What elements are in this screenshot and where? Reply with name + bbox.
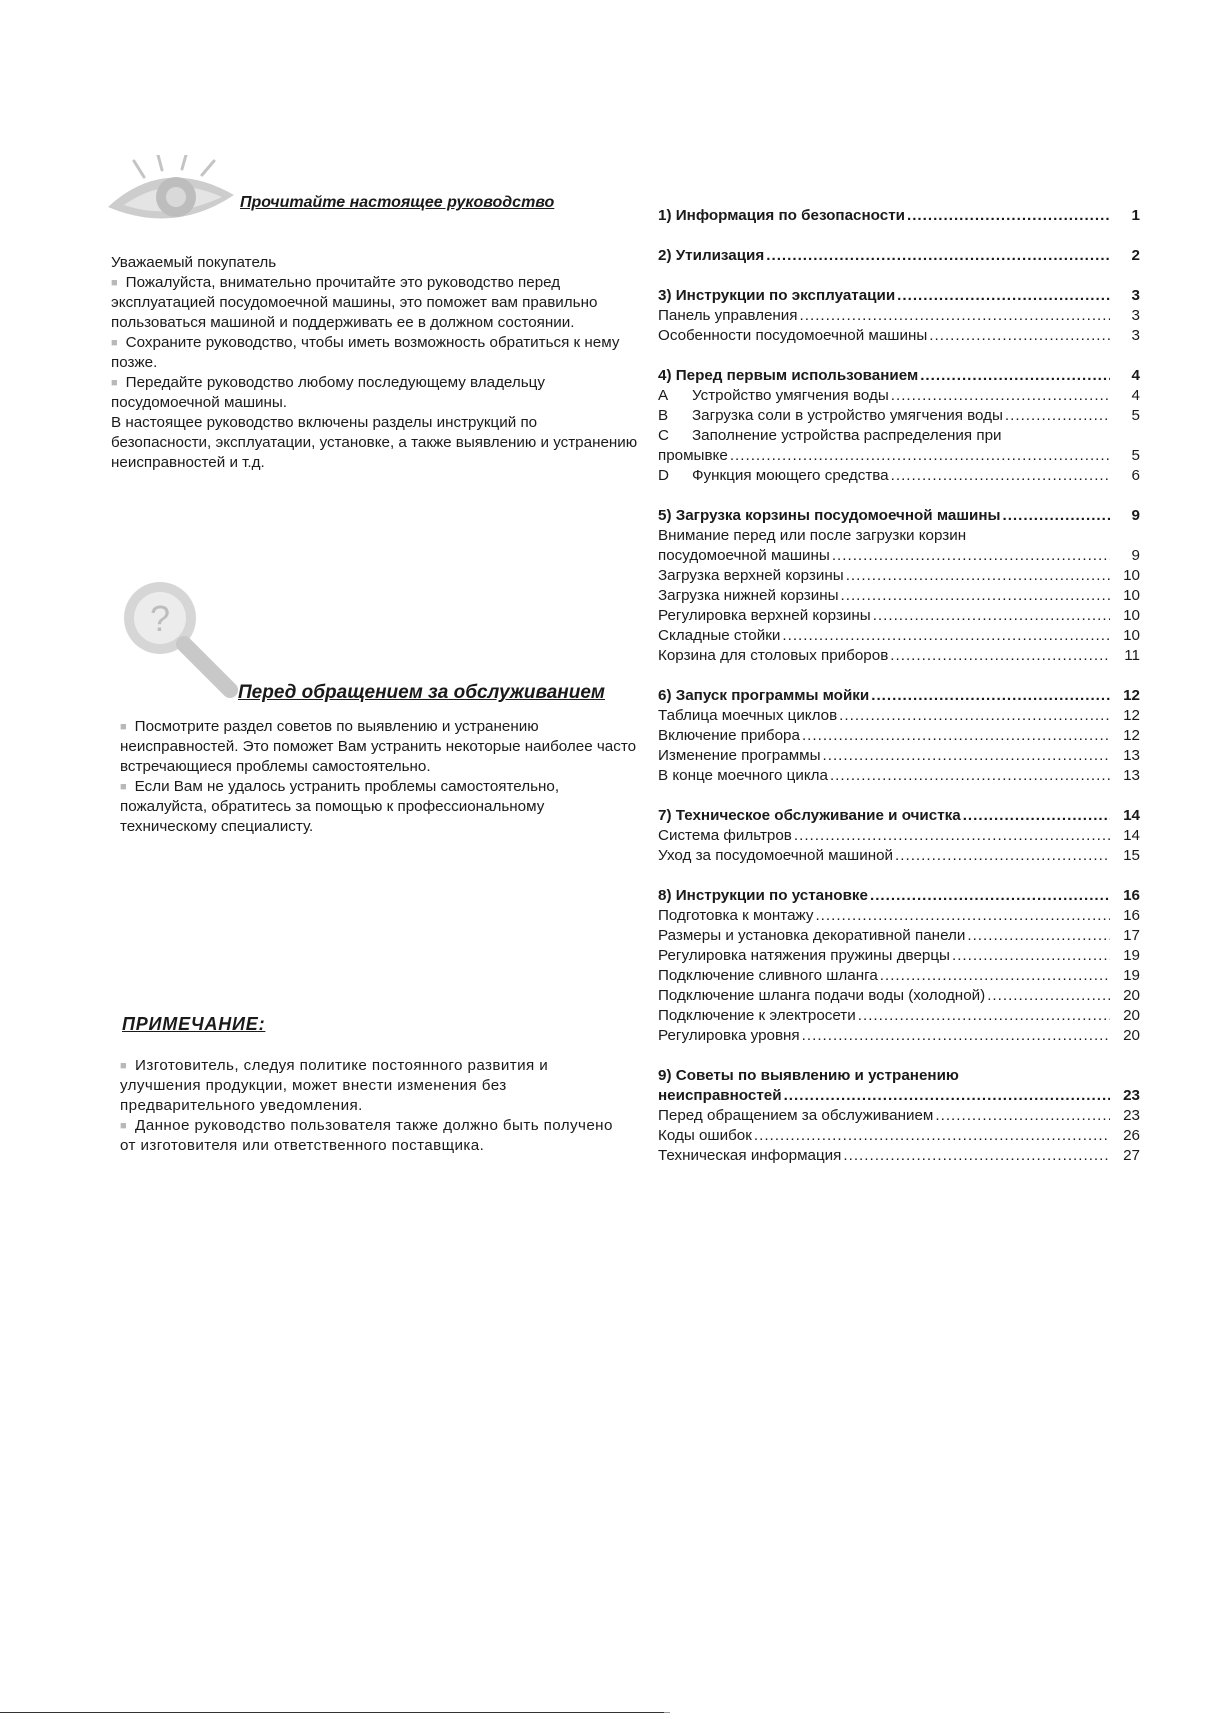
toc-title-text: Подключение к электросети	[658, 1007, 856, 1024]
toc-title-text: Подготовка к монтажу	[658, 907, 814, 924]
toc-entry	[658, 426, 1140, 446]
toc-leader-dots	[766, 246, 1110, 266]
toc-page-number: 1	[1131, 207, 1140, 224]
footer-divider	[664, 1712, 670, 1713]
toc-leader-dots	[815, 906, 1110, 926]
toc-entry	[658, 1146, 1140, 1166]
toc-title	[658, 446, 728, 466]
toc-page-number: 10	[1123, 587, 1140, 604]
toc-title-text: Особенности посудомоечной машины	[658, 327, 928, 344]
toc-entry	[658, 726, 1140, 746]
toc-page-number: 6	[1131, 467, 1140, 484]
toc-section	[658, 1066, 1140, 1086]
toc-section	[658, 286, 1140, 306]
toc-title	[658, 426, 1002, 446]
toc-leader-dots	[895, 846, 1110, 866]
toc-page-number: 9	[1131, 507, 1140, 524]
service-bullet: ■ Если Вам не удалось устранить проблемы самостоятельно, пожалуйста, обратитесь за помощью к профессиональному техническому специалисту.	[120, 777, 640, 837]
intro-closing: В настоящее руководство включены разделы инструкций по безопасности, эксплуатации, установке, а также выявлению и устранению неисправностей и т.д.	[111, 414, 638, 471]
toc-page-number: 10	[1123, 567, 1140, 584]
toc-entry	[658, 746, 1140, 766]
toc-title	[658, 826, 792, 846]
toc-entry	[658, 766, 1140, 786]
toc-leader-dots	[935, 1106, 1110, 1126]
toc-leader-dots	[920, 366, 1110, 386]
toc-leader-dots	[952, 946, 1110, 966]
toc-entry	[658, 906, 1140, 926]
toc-title-text: Внимание перед или после загрузки корзин	[658, 527, 967, 544]
toc-title	[658, 366, 918, 386]
toc-title	[658, 1006, 856, 1026]
toc-title-text: Корзина для столовых приборов	[658, 647, 889, 664]
toc-title	[658, 546, 830, 566]
toc-entry	[658, 1026, 1140, 1046]
toc-title	[658, 286, 895, 306]
toc-title-text: 3) Инструкции по эксплуатации	[658, 287, 896, 304]
toc-page-number: 12	[1123, 727, 1140, 744]
toc-page-number: 23	[1123, 1087, 1140, 1104]
toc-title-text: 5) Загрузка корзины посудомоечной машины	[658, 507, 1001, 524]
toc-title	[658, 646, 888, 666]
toc-entry	[658, 706, 1140, 726]
toc-title	[658, 946, 950, 966]
toc-title	[658, 1146, 841, 1166]
toc-page-number: 27	[1123, 1147, 1140, 1164]
toc-leader-dots	[830, 766, 1110, 786]
toc-title	[658, 566, 844, 586]
toc-entry	[658, 306, 1140, 326]
toc-title	[658, 746, 821, 766]
service-bullet: ■ Посмотрите раздел советов по выявлению и устранению неисправностей. Это поможет Вам устранить некоторые наиболее часто встречающиеся проблемы самостоятельно.	[120, 717, 640, 777]
toc-leader-dots	[846, 566, 1110, 586]
toc-title-text: Устройство умягчения воды	[692, 387, 889, 404]
toc-page-number: 3	[1131, 287, 1140, 304]
toc-title-text: Включение прибора	[658, 727, 800, 744]
toc-title-text: Подключение сливного шланга	[658, 967, 878, 984]
toc-page-number: 5	[1131, 407, 1140, 424]
toc-section	[658, 806, 1140, 826]
toc-page-number: 14	[1123, 827, 1140, 844]
toc-page-number: 2	[1131, 247, 1140, 264]
toc-title-text: неисправностей	[658, 1087, 782, 1104]
table-of-contents	[658, 206, 1140, 1166]
toc-entry	[658, 606, 1140, 626]
toc-letter: C	[658, 427, 669, 444]
toc-page-number: 13	[1123, 747, 1140, 764]
toc-title	[658, 806, 961, 826]
toc-leader-dots	[782, 626, 1110, 646]
footer-divider	[0, 1712, 664, 1713]
toc-title-text: Перед обращением за обслуживанием	[658, 1107, 934, 1124]
toc-title	[658, 586, 839, 606]
toc-title-text: Техническая информация	[658, 1147, 842, 1164]
toc-title	[658, 1026, 800, 1046]
toc-section	[658, 886, 1140, 906]
toc-title-text: 6) Запуск программы мойки	[658, 687, 870, 704]
toc-leader-dots	[987, 986, 1110, 1006]
service-section	[120, 717, 640, 837]
toc-title	[658, 526, 966, 546]
toc-page-number: 23	[1123, 1107, 1140, 1124]
toc-title-text: Таблица моечных циклов	[658, 707, 838, 724]
toc-leader-dots	[963, 806, 1110, 826]
toc-page-number: 19	[1123, 947, 1140, 964]
toc-page-number: 16	[1123, 887, 1140, 904]
toc-entry	[658, 646, 1140, 666]
toc-leader-dots	[871, 686, 1110, 706]
eye-icon	[104, 155, 244, 235]
toc-title	[658, 1086, 782, 1106]
toc-page-number: 9	[1131, 547, 1140, 564]
toc-entry	[658, 626, 1140, 646]
toc-title-text: Загрузка верхней корзины	[658, 567, 844, 584]
toc-entry	[658, 1106, 1140, 1126]
toc-leader-dots	[870, 886, 1110, 906]
toc-page-number: 11	[1124, 647, 1140, 664]
toc-title	[658, 906, 813, 926]
toc-section	[658, 206, 1140, 226]
toc-page-number: 14	[1123, 807, 1140, 824]
toc-leader-dots	[1005, 406, 1110, 426]
toc-leader-dots	[880, 966, 1110, 986]
toc-page-number: 4	[1131, 387, 1140, 404]
toc-leader-dots	[890, 646, 1110, 666]
toc-leader-dots	[843, 1146, 1110, 1166]
toc-entry	[658, 926, 1140, 946]
toc-title-text: промывке	[658, 447, 728, 464]
toc-title	[658, 706, 837, 726]
toc-entry	[658, 946, 1140, 966]
toc-page-number: 20	[1123, 1027, 1140, 1044]
toc-title	[658, 926, 965, 946]
toc-page-number: 17	[1123, 927, 1140, 944]
toc-page-number: 26	[1123, 1127, 1140, 1144]
note-bullet: ■ Данное руководство пользователя также должно быть получено от изготовителя или ответственного поставщика.	[120, 1116, 620, 1156]
toc-entry	[658, 826, 1140, 846]
toc-title-text: 1) Информация по безопасности	[658, 207, 905, 224]
toc-title	[658, 1106, 933, 1126]
toc-title-text: Коды ошибок	[658, 1127, 752, 1144]
toc-section	[658, 246, 1140, 266]
toc-title-text: Загрузка нижней корзины	[658, 587, 839, 604]
toc-entry	[658, 566, 1140, 586]
toc-title	[658, 246, 764, 266]
toc-leader-dots	[873, 606, 1110, 626]
toc-title-text: Регулировка натяжения пружины дверцы	[658, 947, 950, 964]
toc-title	[658, 606, 871, 626]
toc-letter: B	[658, 407, 669, 424]
toc-title	[658, 206, 905, 226]
toc-entry	[658, 846, 1140, 866]
toc-title	[658, 846, 893, 866]
toc-entry	[658, 986, 1140, 1006]
toc-leader-dots	[754, 1126, 1110, 1146]
note-section	[120, 1056, 620, 1156]
toc-leader-dots	[832, 546, 1110, 566]
toc-entry	[658, 526, 1140, 546]
toc-title-text: Размеры и установка декоративной панели	[658, 927, 966, 944]
toc-title	[658, 466, 889, 486]
toc-page-number: 20	[1123, 1007, 1140, 1024]
toc-leader-dots	[929, 326, 1110, 346]
toc-title-text: Панель управления	[658, 307, 798, 324]
note-bullet: ■ Изготовитель, следуя политике постоянного развития и улучшения продукции, может внести изменения без предварительного уведомления.	[120, 1056, 620, 1116]
toc-section	[658, 686, 1140, 706]
greeting: Уважаемый покупатель	[111, 254, 277, 271]
toc-title-text: 9) Советы по выявлению и устранению	[658, 1067, 959, 1084]
toc-title-text: Складные стойки	[658, 627, 781, 644]
toc-title-text: Подключение шланга подачи воды (холодной)	[658, 987, 986, 1004]
toc-leader-dots	[794, 826, 1110, 846]
toc-title	[658, 506, 1000, 526]
toc-leader-dots	[784, 1086, 1110, 1106]
toc-section	[658, 506, 1140, 526]
toc-title	[658, 1126, 752, 1146]
intro-section	[111, 253, 641, 473]
toc-title	[658, 1066, 959, 1086]
toc-entry	[658, 466, 1140, 486]
toc-title-text: 2) Утилизация	[658, 247, 765, 264]
toc-page-number: 16	[1123, 907, 1140, 924]
toc-title-text: посудомоечной машины	[658, 547, 830, 564]
toc-entry	[658, 546, 1140, 566]
toc-title-text: Регулировка уровня	[658, 1027, 800, 1044]
toc-entry	[658, 1126, 1140, 1146]
toc-leader-dots	[802, 726, 1110, 746]
magnifier-question-icon	[118, 576, 240, 698]
toc-page-number: 15	[1123, 847, 1140, 864]
toc-title	[658, 886, 868, 906]
toc-leader-dots	[730, 446, 1110, 466]
toc-leader-dots	[839, 706, 1110, 726]
toc-page-number: 10	[1123, 607, 1140, 624]
toc-title	[658, 306, 798, 326]
toc-title-text: Функция моющего средства	[692, 467, 889, 484]
toc-title	[658, 966, 878, 986]
toc-title-text: Изменение программы	[658, 747, 821, 764]
toc-letter: A	[658, 387, 669, 404]
toc-leader-dots	[800, 306, 1110, 326]
intro-bullet: ■ Передайте руководство любому последующему владельцу посудомоечной машины.	[111, 373, 641, 413]
intro-heading: Прочитайте настоящее руководство	[240, 194, 555, 211]
intro-bullet: ■ Пожалуйста, внимательно прочитайте это руководство перед эксплуатацией посудомоечной машины, это поможет вам правильно пользоваться машиной и поддерживать ее в должном состоянии.	[111, 273, 641, 333]
toc-section	[658, 366, 1140, 386]
toc-leader-dots	[1002, 506, 1110, 526]
toc-page-number: 4	[1131, 367, 1140, 384]
toc-title-text: Уход за посудомоечной машиной	[658, 847, 894, 864]
toc-leader-dots	[841, 586, 1111, 606]
toc-title-text: 8) Инструкции по установке	[658, 887, 868, 904]
toc-title-text: Регулировка верхней корзины	[658, 607, 871, 624]
toc-leader-dots	[858, 1006, 1110, 1026]
toc-page-number: 3	[1131, 307, 1140, 324]
toc-leader-dots	[897, 286, 1110, 306]
intro-bullet: ■ Сохраните руководство, чтобы иметь возможность обратиться к нему позже.	[111, 333, 641, 373]
toc-page-number: 19	[1123, 967, 1140, 984]
toc-leader-dots	[891, 386, 1110, 406]
toc-title	[658, 986, 985, 1006]
toc-page-number: 10	[1123, 627, 1140, 644]
toc-title-text: 7) Техническое обслуживание и очистка	[658, 807, 961, 824]
toc-title	[658, 406, 1003, 426]
toc-page-number: 12	[1123, 687, 1140, 704]
toc-title	[658, 726, 800, 746]
toc-section	[658, 1086, 1140, 1106]
svg-text:?: ?	[149, 598, 171, 639]
toc-entry	[658, 406, 1140, 426]
toc-entry	[658, 966, 1140, 986]
toc-page-number: 13	[1123, 767, 1140, 784]
toc-title	[658, 626, 780, 646]
service-heading: Перед обращением за обслуживанием	[238, 682, 605, 703]
toc-title-text: В конце моечного цикла	[658, 767, 828, 784]
toc-page-number: 20	[1123, 987, 1140, 1004]
toc-title	[658, 766, 828, 786]
toc-leader-dots	[823, 746, 1111, 766]
toc-title	[658, 386, 889, 406]
toc-title-text: Система фильтров	[658, 827, 792, 844]
toc-title-text: 4) Перед первым использованием	[658, 367, 919, 384]
toc-page-number: 5	[1131, 447, 1140, 464]
toc-page-number: 12	[1123, 707, 1140, 724]
toc-title-text: Загрузка соли в устройство умягчения воды	[692, 407, 1003, 424]
toc-letter: D	[658, 467, 669, 484]
toc-leader-dots	[802, 1026, 1110, 1046]
toc-leader-dots	[891, 466, 1110, 486]
toc-page-number: 3	[1131, 327, 1140, 344]
toc-leader-dots	[967, 926, 1110, 946]
toc-title	[658, 686, 869, 706]
toc-entry	[658, 386, 1140, 406]
toc-entry	[658, 586, 1140, 606]
toc-title	[658, 326, 927, 346]
toc-entry	[658, 446, 1140, 466]
toc-title-text: Заполнение устройства распределения при	[692, 427, 1002, 444]
toc-entry	[658, 1006, 1140, 1026]
toc-entry	[658, 326, 1140, 346]
toc-leader-dots	[907, 206, 1110, 226]
note-heading: ПРИМЕЧАНИЕ:	[122, 1014, 266, 1034]
